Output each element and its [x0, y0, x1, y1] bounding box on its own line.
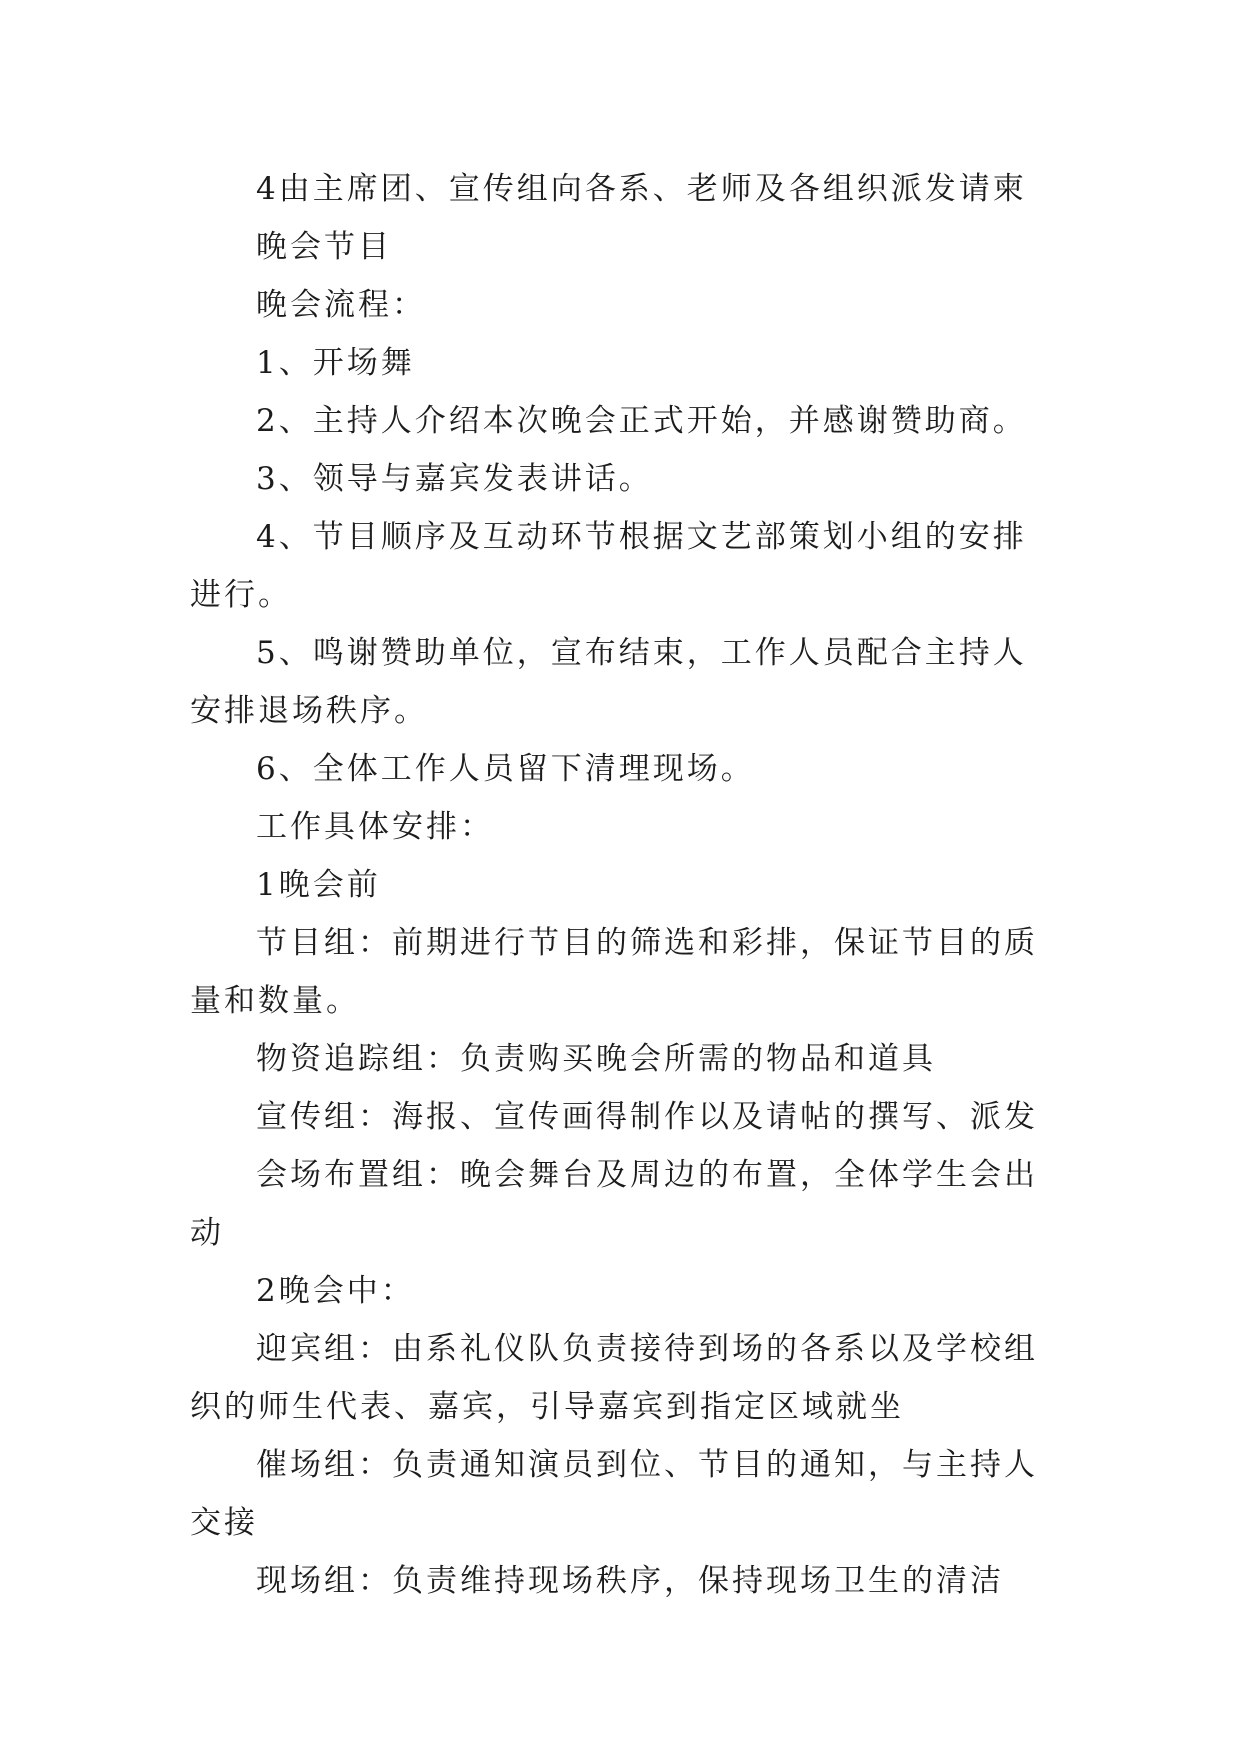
- paragraph-flow-1: 1、开场舞: [256, 345, 415, 381]
- paragraph-cue-group: 催场组：负责通知演员到位、节目的通知，与主持人交接: [190, 1447, 1038, 1541]
- paragraph-welcome-group: 迎宾组：由系礼仪队负责接待到场的各系以及学校组织的师生代表、嘉宾，引导嘉宾到指定区域就坐: [190, 1331, 1038, 1425]
- paragraph-flow-heading: 晚会流程：: [256, 287, 426, 323]
- paragraph-work-heading: 工作具体安排：: [256, 809, 494, 845]
- paragraph-flow-4: 4、节目顺序及互动环节根据文艺部策划小组的安排进行。: [190, 519, 1027, 613]
- paragraph-flow-3: 3、领导与嘉宾发表讲话。: [256, 461, 653, 497]
- paragraph-onsite-group: 现场组：负责维持现场秩序，保持现场卫生的清洁: [256, 1563, 1004, 1599]
- paragraph-supplies-group: 物资追踪组：负责购买晚会所需的物品和道具: [256, 1041, 936, 1077]
- document-body: [190, 160, 1060, 1610]
- paragraph-invitations: 4由主席团、宣传组向各系、老师及各组织派发请柬: [256, 171, 1027, 207]
- paragraph-program-group: 节目组：前期进行节目的筛选和彩排，保证节目的质量和数量。: [190, 925, 1038, 1019]
- paragraph-venue-group: 会场布置组：晚会舞台及周边的布置，全体学生会出动: [190, 1157, 1038, 1251]
- paragraph-publicity-group: 宣传组：海报、宣传画得制作以及请帖的撰写、派发: [256, 1099, 1038, 1135]
- paragraph-program-heading: 晚会节目: [256, 229, 392, 265]
- paragraph-during-show: 2晚会中：: [256, 1273, 415, 1309]
- paragraph-flow-5: 5、鸣谢赞助单位，宣布结束，工作人员配合主持人安排退场秩序。: [190, 635, 1027, 729]
- paragraph-flow-2: 2、主持人介绍本次晚会正式开始，并感谢赞助商。: [256, 403, 1027, 439]
- paragraph-before-show: 1晚会前: [256, 867, 381, 903]
- paragraph-flow-6: 6、全体工作人员留下清理现场。: [256, 751, 755, 787]
